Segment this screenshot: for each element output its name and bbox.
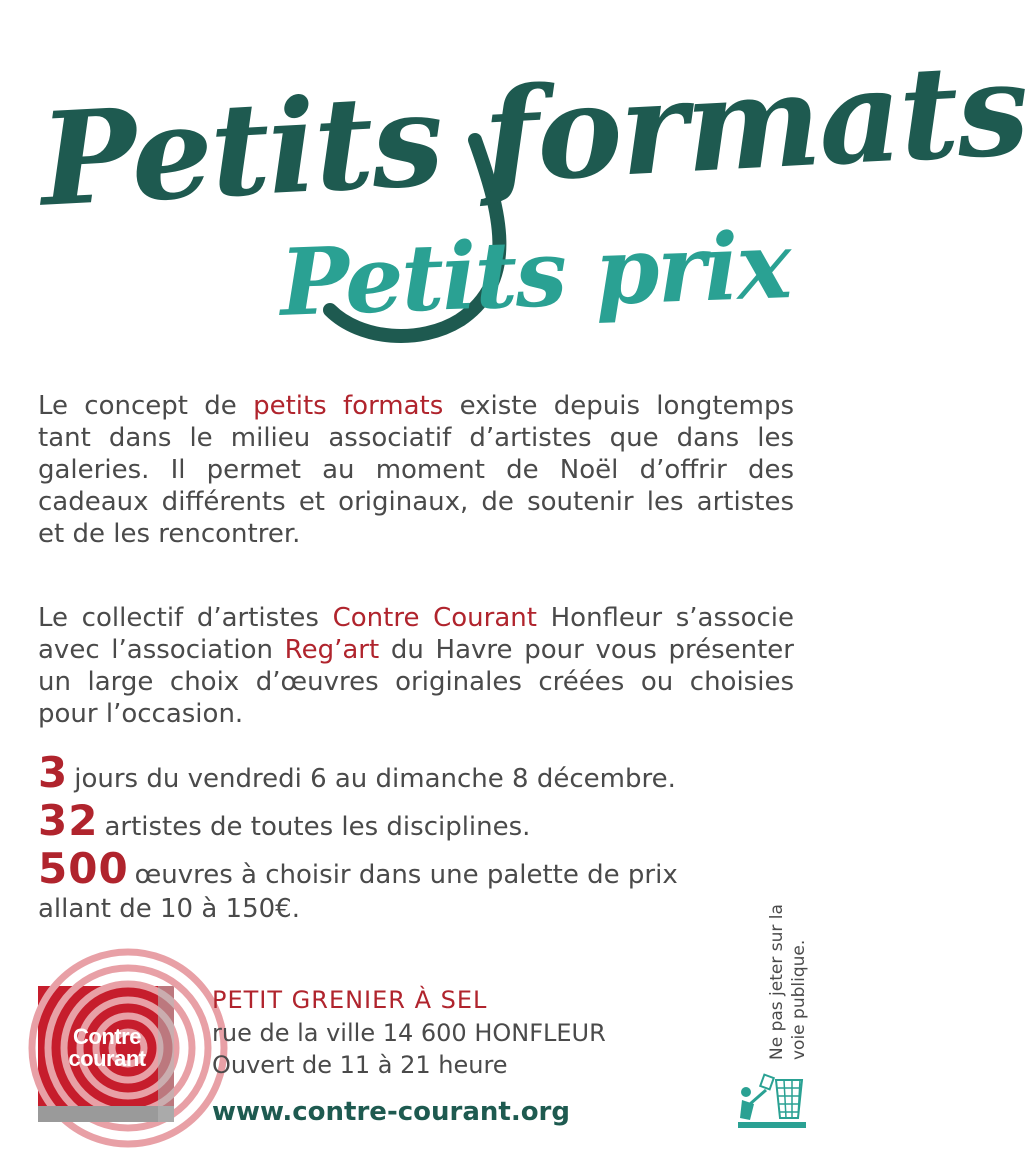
intro-paragraph-1 [38, 390, 794, 550]
logo-text [44, 1026, 170, 1070]
highlight-regart: Reg’art [284, 635, 380, 665]
intro-text: Le concept de [38, 391, 254, 421]
recycle-bin-icon [736, 1070, 808, 1130]
website-link[interactable]: www.contre-courant.org [212, 1097, 570, 1127]
logo-line-2: courant [68, 1046, 146, 1071]
logo-line-1: Contre [73, 1024, 141, 1049]
contre-courant-logo [38, 986, 174, 1122]
title-sub: Petits prix [278, 211, 792, 337]
fact-artists [38, 796, 758, 845]
side-note-text: Ne pas jeter sur la voie publique. [767, 904, 809, 1060]
fact-number: 3 [38, 748, 69, 797]
intro-text: existe depuis longtemps tant dans le milieu associatif d’artistes que dans les galeries. Il permet au moment de Noël d’offrir des cadeaux différents et originaux, de soutenir les artistes et de les rencontrer. [38, 391, 794, 549]
fact-text: jours du vendredi 6 au dimanche 8 décembre. [74, 764, 676, 794]
fact-text: artistes de toutes les disciplines. [104, 812, 531, 842]
intro-text: Le collectif d’artistes [38, 603, 333, 633]
fact-number: 32 [38, 796, 99, 845]
side-note [762, 870, 814, 1060]
venue-address: rue de la ville 14 600 HONFLEUR [212, 1019, 606, 1047]
intro-text: Honfleur s’associe avec l’association [38, 603, 795, 665]
title-main: Petits formats [36, 34, 1030, 236]
highlight-contre-courant: Contre Courant [332, 603, 537, 633]
fact-number: 500 [38, 844, 129, 893]
title-block [30, 20, 1030, 370]
venue-block [212, 983, 752, 1081]
facts-list [38, 748, 758, 934]
highlight-petits-formats: petits formats [253, 391, 444, 421]
intro-paragraph-2 [38, 602, 794, 730]
intro-text: du Havre pour vous présenter un large choix d’œuvres originales créées ou choisies pour l’occasion. [38, 635, 794, 729]
fact-text: œuvres à choisir dans une palette de prix allant de 10 à 150€. [38, 860, 678, 924]
venue-hours: Ouvert de 11 à 21 heure [212, 1051, 508, 1079]
venue-name: PETIT GRENIER À SEL [212, 986, 488, 1014]
fact-days [38, 748, 758, 797]
fact-works [38, 844, 698, 926]
